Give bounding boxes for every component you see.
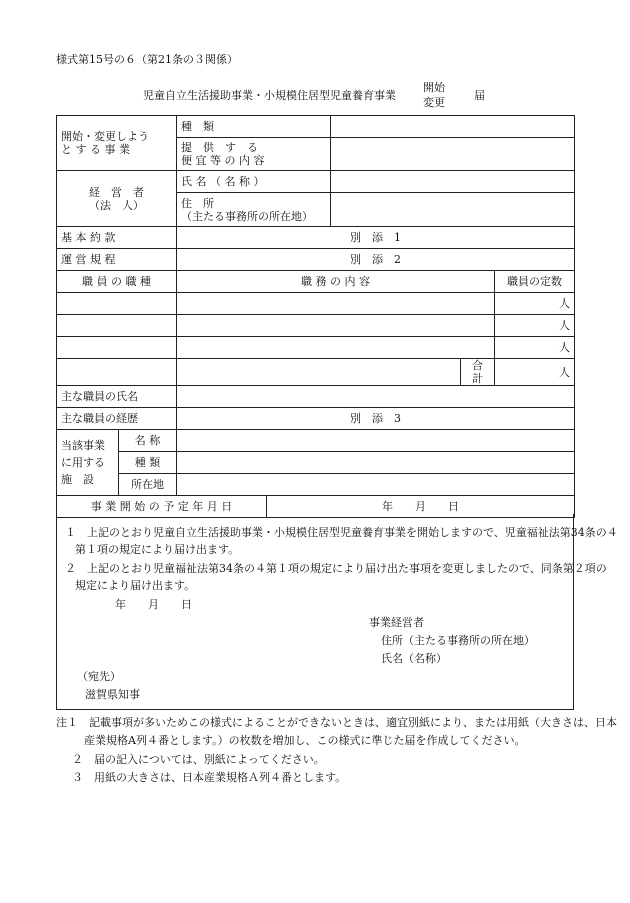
duties-field[interactable] xyxy=(177,293,495,315)
type-label-cell xyxy=(177,116,331,138)
person-unit: 人 xyxy=(559,297,570,310)
duties-field[interactable] xyxy=(177,315,495,337)
start-date-label: 事 業 開 始 の 予 定 年 月 日 xyxy=(57,496,267,518)
form-number: 様式第15号の６（第21条の３関係） xyxy=(56,53,238,66)
main-staff-names-field[interactable] xyxy=(177,386,575,408)
footnote-1-line-2: 産業規格A列４番とします。）の枚数を増加し、この様式に準じた届を作成してください。 xyxy=(84,734,526,747)
footnote-2: ２ 届の記入については、別紙によってください。 xyxy=(72,753,325,766)
addressee-label: （宛先） xyxy=(77,670,121,683)
operator-name-caption: 氏名（名称） xyxy=(381,652,447,665)
facility-location-label: 所在地 xyxy=(119,474,177,496)
articles-value: 別 添 1 xyxy=(177,227,575,249)
facility-location-field[interactable] xyxy=(177,474,575,496)
duties-field[interactable] xyxy=(177,337,495,359)
total-row-blank xyxy=(57,359,177,386)
title-option-start: 開始 xyxy=(423,81,445,94)
facility-type-label: 種 類 xyxy=(119,452,177,474)
articles-label: 基 本 約 款 xyxy=(57,227,177,249)
type-value-field[interactable] xyxy=(331,116,575,138)
title-option-change: 変更 xyxy=(423,96,445,109)
main-staff-names-label: 主な職員の氏名 xyxy=(57,386,177,408)
staff-type-field[interactable] xyxy=(57,293,177,315)
facility-type-field[interactable] xyxy=(177,452,575,474)
operator-address-label: 住 所 （主たる事務所の所在地） xyxy=(177,193,331,227)
facility-label-cell: 当該事業 に用する 施 設 xyxy=(57,430,119,496)
declaration-box xyxy=(56,514,618,710)
person-unit: 人 xyxy=(559,365,570,379)
total-count-field[interactable] xyxy=(495,359,575,386)
staff-type-field[interactable] xyxy=(57,315,177,337)
total-label: 合 計 xyxy=(461,359,495,386)
footnote-1-line-1: 注１ 記載事項が多いためこの様式によることができないときは、適宜別紙により、または用紙（大きさは、日本 xyxy=(56,716,617,729)
application-form-table xyxy=(56,115,575,518)
service-value-field[interactable] xyxy=(331,138,575,171)
career-value: 別 添 3 xyxy=(177,408,575,430)
staff-count-field[interactable] xyxy=(495,293,575,315)
total-row-blank xyxy=(177,359,461,386)
staff-count-field[interactable] xyxy=(495,315,575,337)
form-title: 児童自立生活援助事業・小規模住居型児童養育事業 xyxy=(143,89,396,102)
declaration-item-1-line-2: 第１項の規定により届け出ます。 xyxy=(75,543,240,556)
addressee: 滋賀県知事 xyxy=(85,688,140,701)
duties-header: 職 務 の 内 容 xyxy=(177,271,495,293)
service-label-cell: 提 供 す る 便 宜 等 の 内 容 xyxy=(177,138,331,171)
operator-name-field[interactable] xyxy=(331,171,575,193)
declaration-date-field[interactable] xyxy=(115,596,192,613)
operator-name-label: 氏 名 （ 名 称 ） xyxy=(177,171,331,193)
declaration-date: 年 月 日 xyxy=(115,598,192,611)
person-unit: 人 xyxy=(559,319,570,332)
title-suffix: 届 xyxy=(474,89,485,102)
business-label-cell: 開始・変更しよう と す る 事 業 xyxy=(57,116,177,171)
person-unit: 人 xyxy=(559,341,570,354)
type-label: 種 類 xyxy=(181,120,214,133)
operator-label-cell: 経 営 者 （法 人） xyxy=(57,171,177,227)
staff-type-field[interactable] xyxy=(57,337,177,359)
facility-name-label: 名 称 xyxy=(119,430,177,452)
declaration-item-2-line-2: 規定により届け出ます。 xyxy=(75,579,196,592)
declaration-item-2-line-1: ２ 上記のとおり児童福祉法第34条の４第１項の規定により届け出た事項を変更しましたので、同条第２項の xyxy=(65,562,607,575)
footnote-3: ３ 用紙の大きさは、日本産業規格Ａ列４番とします。 xyxy=(72,771,347,784)
staff-type-header: 職 員 の 職 種 xyxy=(57,271,177,293)
staff-count-header: 職員の定数 xyxy=(495,271,575,293)
declaration-item-1-line-1: １ 上記のとおり児童自立生活援助事業・小規模住居型児童養育事業を開始しますので、児童福祉法第34条の４ xyxy=(65,526,618,539)
operator-address-field[interactable] xyxy=(331,193,575,227)
operator-caption: 事業経営者 xyxy=(369,616,424,629)
rules-label: 運 営 規 程 xyxy=(57,249,177,271)
start-date-value: 年 月 日 xyxy=(382,500,459,513)
staff-count-field[interactable] xyxy=(495,337,575,359)
rules-value: 別 添 2 xyxy=(177,249,575,271)
facility-name-field[interactable] xyxy=(177,430,575,452)
operator-address-caption: 住所（主たる事務所の所在地） xyxy=(381,634,535,647)
main-staff-career-label: 主な職員の経歴 xyxy=(57,408,177,430)
